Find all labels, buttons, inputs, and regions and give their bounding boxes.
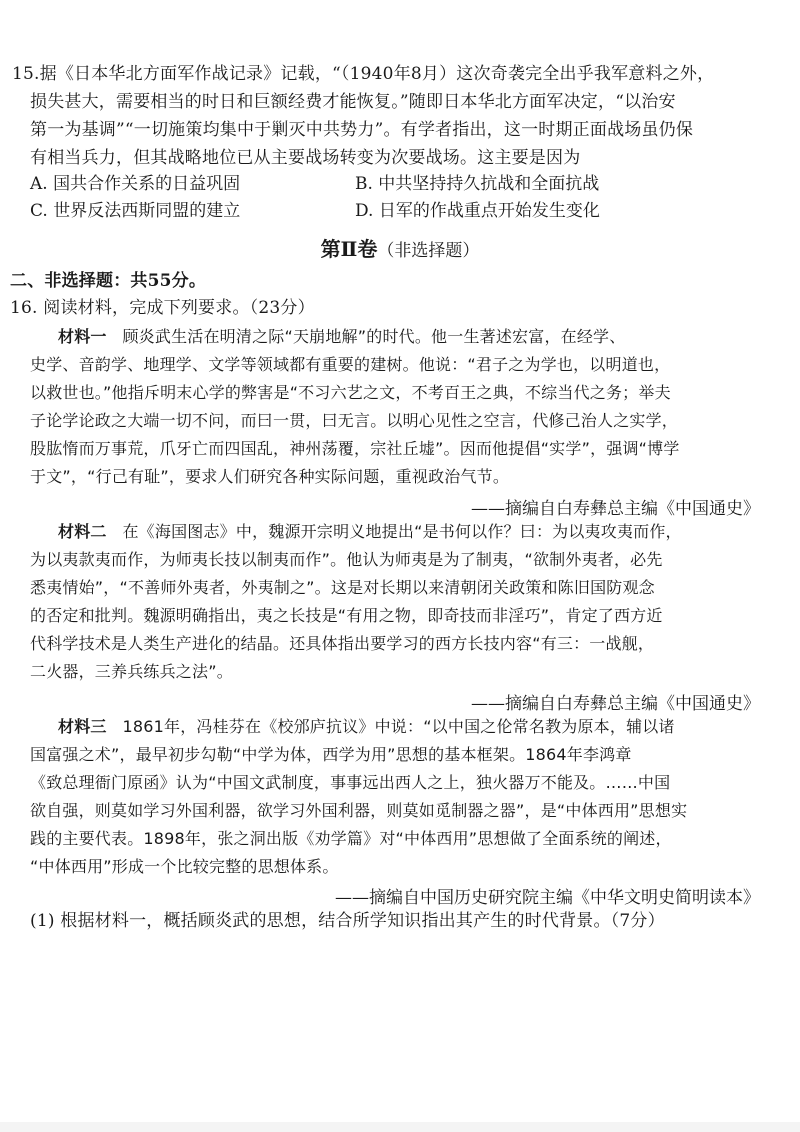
m1-line-2: 史学、音韵学、地理学、文学等领域都有重要的建树。他说：“君子之为学也，以明道也，	[30, 355, 671, 374]
m1-line-6: 于文”，“行己有耻”，要求人们研究各种实际问题，重视政治气节。	[30, 467, 510, 486]
m2-label: 材料二	[58, 522, 107, 541]
q16-sub1: (1) 根据材料一，概括顾炎武的思想，结合所学知识指出其产生的时代背景。（7分）	[30, 911, 665, 931]
m1-line-5: 股肱惰而万事荒，爪牙亡而四国乱，神州荡覆，宗社丘墟”。因而他提倡“实学”，强调“博学	[30, 439, 680, 458]
m2-line-3: 悉夷情始”，“不善师外夷者，外夷制之”。这是对长期以来清朝闭关政策和陈旧国防观念	[30, 578, 655, 597]
m1-text-1: 顾炎武生活在明清之际“天崩地解”的时代。他一生著述宏富，在经学、	[122, 327, 626, 346]
section-title-sub: （非选择题）	[377, 241, 480, 261]
m2-text-1: 在《海国图志》中，魏源开宗明义地提出“是书何以作？曰：为以夷攻夷而作，	[122, 522, 682, 541]
m1-line-4: 子论学论政之大端一切不问，而曰一贯，曰无言。以明心见性之空言，代修己治人之实学，	[30, 411, 679, 430]
m3-label: 材料三	[58, 717, 107, 736]
m3-text-1: 1861年，冯桂芬在《校邠庐抗议》中说：“以中国之伦常名教为原本，辅以诸	[122, 717, 675, 736]
m3-line-5: 践的主要代表。1898年，张之洞出版《劝学篇》对“中体西用”思想做了全面系统的阐述，	[30, 829, 672, 848]
q15-line-3: 第一为基调”“一切施策均集中于剿灭中共势力”。有学者指出，这一时期正面战场虽仍保	[30, 120, 694, 140]
q15-option-d: D. 日军的作战重点开始发生变化	[355, 201, 600, 221]
q16-stem: 16. 阅读材料，完成下列要求。（23分）	[10, 298, 315, 318]
m2-source: ——摘编自白寿彝总主编《中国通史》	[471, 694, 760, 714]
m3-line-1	[58, 717, 675, 737]
page-bottom-edge	[0, 1122, 800, 1132]
q15-option-a: A. 国共合作关系的日益巩固	[30, 174, 241, 194]
m2-line-2: 为以夷款夷而作，为师夷长技以制夷而作”。他认为师夷是为了制夷，“欲制外夷者，必先	[30, 550, 663, 569]
m2-line-5: 代科学技术是人类生产进化的结晶。还具体指出要学习的西方长技内容“有三：一战舰，	[30, 634, 655, 653]
section-title	[0, 233, 800, 262]
q15-line-1: 15.据《日本华北方面军作战记录》记载，“（1940年8月）这次奇袭完全出乎我军意料之外，	[12, 64, 715, 84]
q15-option-c: C. 世界反法西斯同盟的建立	[30, 201, 241, 221]
q15-line-4: 有相当兵力，但其战略地位已从主要战场转变为次要战场。这主要是因为	[30, 148, 581, 168]
m1-label: 材料一	[58, 327, 107, 346]
m3-line-6: “中体西用”形成一个比较完整的思想体系。	[30, 857, 339, 876]
m2-line-4: 的否定和批判。魏源明确指出，夷之长技是“有用之物，即奇技而非淫巧”，肯定了西方近	[30, 606, 663, 625]
m3-line-2: 国富强之术”，最早初步勾勒“中学为体，西学为用”思想的基本框架。1864年李鸿章	[30, 745, 632, 764]
m1-source: ——摘编自白寿彝总主编《中国通史》	[471, 499, 760, 519]
q15-option-b: B. 中共坚持持久抗战和全面抗战	[355, 174, 600, 194]
m1-line-3: 以救世也。”他指斥明末心学的弊害是“不习六艺之文，不考百王之典，不综当代之务；举夫	[30, 383, 671, 402]
m3-line-3: 《致总理衙门原函》认为“中国文武制度，事事远出西人之上，独火器万不能及。……中国	[30, 773, 671, 792]
m3-source: ——摘编自中国历史研究院主编《中华文明史简明读本》	[335, 888, 760, 908]
m1-line-1	[58, 327, 625, 347]
q15-line-2: 损失甚大，需要相当的时日和巨额经费才能恢复。”随即日本华北方面军决定，“以治安	[30, 92, 676, 112]
m2-line-6: 二火器，三养兵练兵之法”。	[30, 662, 233, 681]
part2-heading: 二、非选择题：共55分。	[10, 271, 207, 291]
section-title-main: 第Ⅱ卷	[320, 237, 378, 261]
m2-line-1	[58, 522, 682, 542]
m3-line-4: 欲自强，则莫如学习外国利器，欲学习外国利器，则莫如觅制器之器”，是“中体西用”思想实	[30, 801, 688, 820]
